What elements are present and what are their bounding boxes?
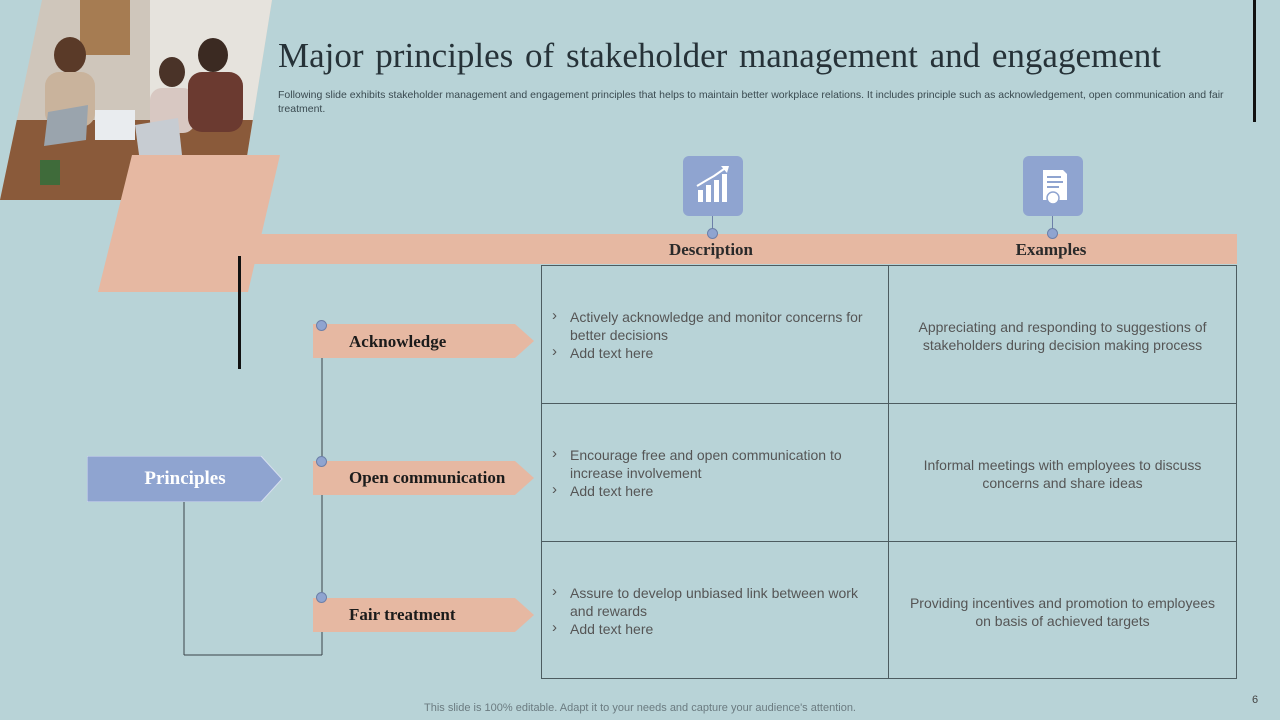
row-dot <box>316 320 327 331</box>
footer-note: This slide is 100% editable. Adapt it to your needs and capture your audience's attention. <box>424 702 856 714</box>
row-label-open-communication: Open communication <box>349 468 506 487</box>
example-text: Providing incentives and promotion to employees on basis of achieved targets <box>909 595 1216 629</box>
bullet-text: › Assure to develop unbiased link between work and rewards <box>570 584 878 620</box>
description-cell <box>542 542 889 678</box>
bullet-text: › Actively acknowledge and monitor concerns for better decisions <box>570 308 878 344</box>
row-dot <box>316 592 327 603</box>
description-cell <box>542 266 889 404</box>
bullet-text: › Add text here <box>570 620 878 638</box>
description-cell <box>542 404 889 542</box>
example-cell <box>889 404 1236 542</box>
example-cell <box>889 542 1236 678</box>
page-number: 6 <box>1252 694 1259 706</box>
principles-label: Principles <box>144 468 226 489</box>
example-text: Informal meetings with employees to discuss concerns and share ideas <box>923 457 1202 491</box>
row-label-acknowledge: Acknowledge <box>349 332 447 351</box>
row-label-fair-treatment: Fair treatment <box>349 605 456 624</box>
bullet-text: › Encourage free and open communication to increase involvement <box>570 446 878 482</box>
principles-table <box>541 265 1237 679</box>
page-title: Major principles of stakeholder management and engagement <box>278 36 1161 75</box>
page-subtitle: Following slide exhibits stakeholder management and engagement principles that helps to maintain better workplace relations. It includes principle such as acknowledgement, open communication and fair treatment. <box>278 89 1224 115</box>
example-cell <box>889 266 1236 404</box>
row-dot <box>316 456 327 467</box>
bullet-text: › Add text here <box>570 482 878 500</box>
bullet-text: › Add text here <box>570 344 878 362</box>
examples-header: Examples <box>1015 240 1087 259</box>
example-text: Appreciating and responding to suggestions of stakeholders during decision making process <box>918 319 1207 353</box>
description-header: Description <box>668 240 754 259</box>
